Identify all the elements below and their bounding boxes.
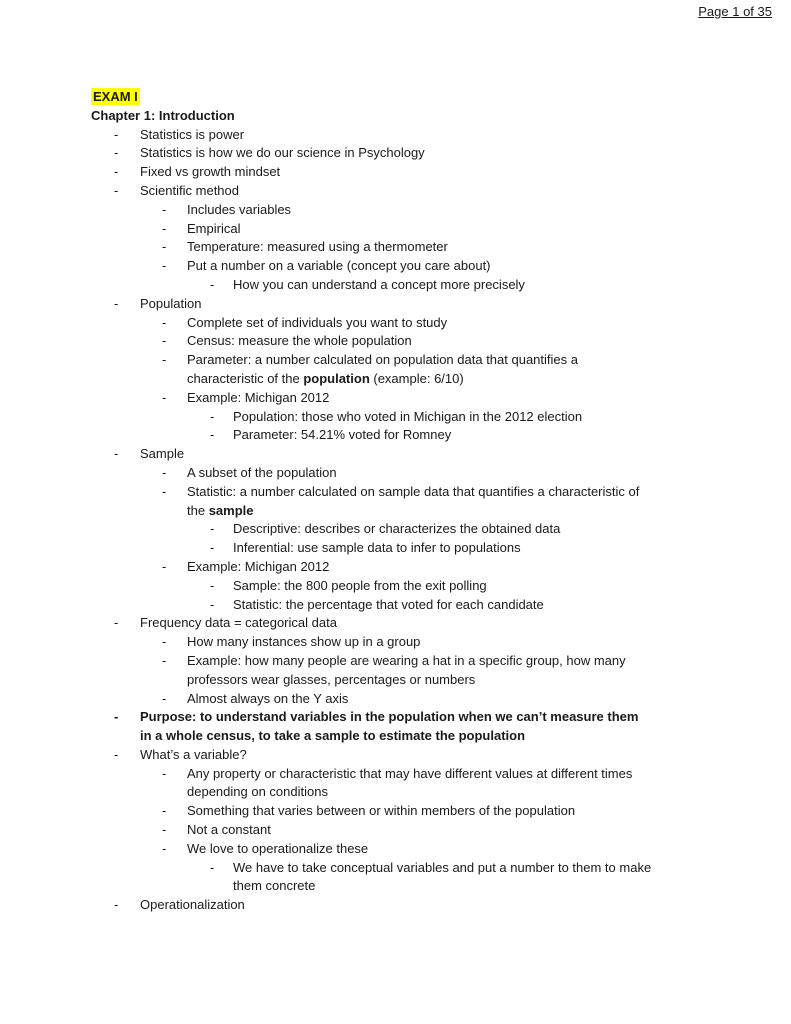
outline-text: We have to take conceptual variables and put a number to them to make [233,859,652,875]
outline-text: the [187,502,209,518]
outline-item [0,859,791,897]
outline-text: Purpose: to understand variables in the population when we can’t measure them [140,709,639,725]
outline-item [0,765,791,803]
outline-item [0,614,791,633]
outline-item [0,802,791,821]
outline-text: sample [208,502,254,518]
bullet-dash: - [114,897,119,913]
bullet-dash: - [162,389,167,405]
outline-text: How many instances show up in a group [187,634,421,650]
outline-text: Empirical [187,220,241,236]
bullet-dash: - [162,201,167,217]
bullet-dash: - [162,333,167,349]
bullet-dash: - [114,709,119,725]
outline-text: Parameter: a number calculated on population data that quantifies a [187,352,578,368]
bullet-dash: - [162,314,167,330]
outline-item [0,238,791,257]
outline-item [0,220,791,239]
outline-item [0,389,791,408]
outline-item [0,821,791,840]
bullet-dash: - [210,577,215,593]
outline-item [0,483,791,521]
bullet-dash: - [114,295,119,311]
bullet-dash: - [162,652,167,668]
outline-item [0,276,791,295]
bullet-dash: - [162,690,167,706]
bullet-dash: - [114,126,119,142]
bullet-dash: - [162,239,167,255]
outline-item [0,426,791,445]
chapter-heading: Chapter 1: Introduction [91,107,235,123]
outline-item [0,596,791,615]
exam-title: EXAM I [93,89,138,104]
outline-item [0,182,791,201]
bullet-dash: - [162,464,167,480]
outline-text: Example: Michigan 2012 [187,558,330,574]
outline-text: Not a constant [187,822,271,838]
outline-text: professors wear glasses, percentages or numbers [187,671,476,687]
outline-item [0,558,791,577]
bullet-dash: - [210,859,215,875]
outline-item [0,126,791,145]
bullet-dash: - [162,352,167,368]
outline-text: Frequency data = categorical data [140,615,337,631]
outline-text: Descriptive: describes or characterizes the obtained data [233,521,561,537]
outline-text: Census: measure the whole population [187,333,412,349]
bullet-dash: - [162,483,167,499]
outline-item [0,163,791,182]
bullet-dash: - [114,182,119,198]
outline-text: (example: 6/10) [369,370,464,386]
outline-text: characteristic of the [187,370,304,386]
outline-item [0,351,791,389]
outline-text: Operationalization [140,897,245,913]
outline-text: Parameter: 54.21% voted for Romney [233,427,452,443]
outline-text: How you can understand a concept more precisely [233,276,525,292]
bullet-dash: - [162,840,167,856]
bullet-dash: - [114,145,119,161]
outline-text: Almost always on the Y axis [187,690,349,706]
outline-text: Statistic: the percentage that voted for each candidate [233,596,544,612]
outline-text: Something that varies between or within members of the population [187,803,576,819]
document-content [0,88,791,915]
outline-item [0,633,791,652]
bullet-dash: - [210,408,215,424]
outline-text: Inferential: use sample data to infer to populations [233,540,521,556]
bullet-dash: - [162,558,167,574]
outline-item [0,144,791,163]
outline-item [0,520,791,539]
outline-text: Temperature: measured using a thermometer [187,239,448,255]
bullet-dash: - [210,540,215,556]
outline-text: Example: Michigan 2012 [187,389,330,405]
outline-text: Statistic: a number calculated on sample data that quantifies a characteristic of [187,483,640,499]
bullet-dash: - [162,258,167,274]
outline-text: Statistics is power [140,126,245,142]
outline-text: population [303,370,370,386]
bullet-dash: - [162,220,167,236]
bullet-dash: - [114,164,119,180]
outline-text: in a whole census, to take a sample to estimate the population [140,728,526,744]
outline-text: What’s a variable? [140,746,247,762]
bullet-dash: - [162,634,167,650]
outline [0,126,791,915]
outline-text: Sample: the 800 people from the exit polling [233,577,487,593]
outline-text: Fixed vs growth mindset [140,164,281,180]
outline-item [0,408,791,427]
outline-item [0,840,791,859]
outline-text: Population: those who voted in Michigan in the 2012 election [233,408,583,424]
outline-text: Any property or characteristic that may have different values at different times [187,765,633,781]
bullet-dash: - [114,746,119,762]
outline-text: We love to operationalize these [187,840,369,856]
bullet-dash: - [210,596,215,612]
outline-item [0,896,791,915]
outline-item [0,577,791,596]
outline-text: A subset of the population [187,464,337,480]
outline-text: them concrete [233,878,316,894]
outline-text: Example: how many people are wearing a hat in a specific group, how many [187,652,626,668]
outline-item [0,652,791,690]
outline-item [0,445,791,464]
outline-item [0,708,791,746]
outline-item [0,332,791,351]
outline-item [0,257,791,276]
outline-text: depending on conditions [187,784,328,800]
outline-item [0,295,791,314]
exam-title-row [0,88,791,107]
outline-text: Includes variables [187,201,292,217]
outline-text: Statistics is how we do our science in Psychology [140,145,425,161]
outline-item [0,690,791,709]
bullet-dash: - [210,427,215,443]
outline-item [0,539,791,558]
bullet-dash: - [210,521,215,537]
outline-text: Scientific method [140,182,239,198]
outline-text: Complete set of individuals you want to study [187,314,448,330]
bullet-dash: - [162,765,167,781]
bullet-dash: - [162,803,167,819]
bullet-dash: - [114,615,119,631]
outline-text: Put a number on a variable (concept you care about) [187,258,491,274]
outline-item [0,314,791,333]
bullet-dash: - [114,446,119,462]
outline-item [0,201,791,220]
bullet-dash: - [210,276,215,292]
page-number-label: Page 1 of 35 [698,4,772,19]
outline-item [0,746,791,765]
outline-item [0,464,791,483]
bullet-dash: - [162,822,167,838]
outline-text: Population [140,295,202,311]
outline-text: Sample [140,446,185,462]
